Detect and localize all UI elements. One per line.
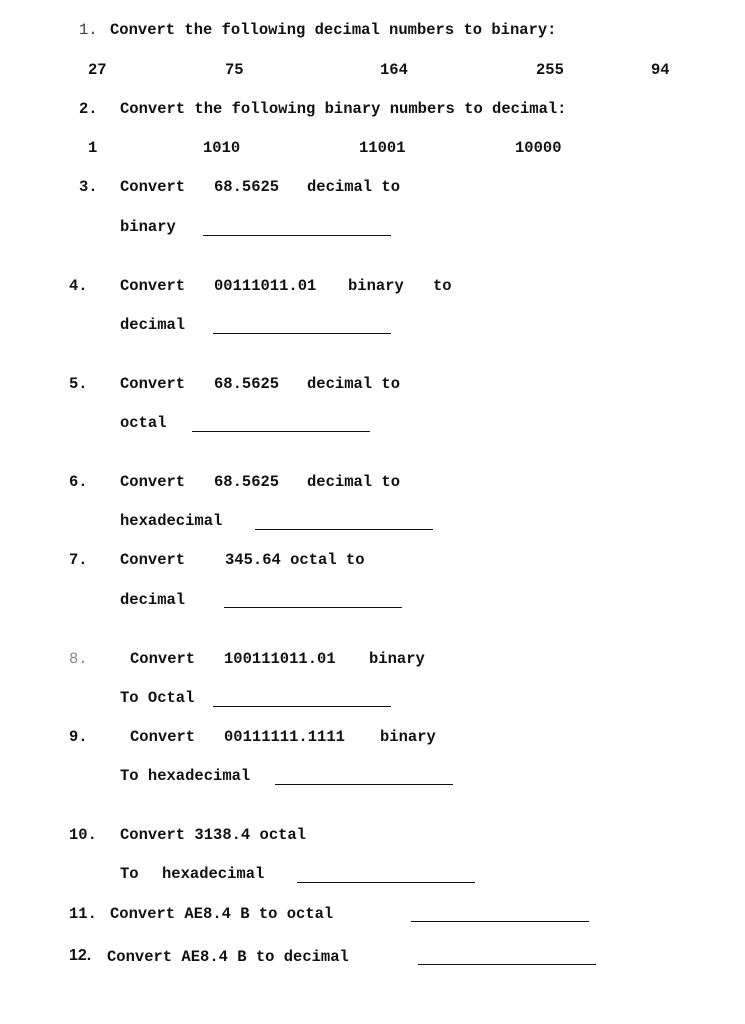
q12-number: 12.: [69, 947, 92, 964]
q7-line2: decimal: [120, 591, 186, 609]
q6-line2: hexadecimal: [120, 512, 223, 530]
q1-value: 94: [651, 61, 670, 79]
q6-word: 68.5625: [214, 473, 280, 491]
q4-word: Convert: [120, 277, 186, 295]
q9-answer-blank[interactable]: [275, 784, 453, 785]
q2-number: 2.: [79, 100, 98, 118]
q7-word: 345.64 octal to: [225, 551, 365, 569]
q1-value: 75: [225, 61, 244, 79]
q8-word: Convert: [130, 650, 196, 668]
q2-value: 10000: [515, 139, 562, 157]
q5-number: 5.: [69, 375, 88, 393]
q10-line2: hexadecimal: [162, 865, 265, 883]
q1-value: 27: [88, 61, 107, 79]
q10-answer-blank[interactable]: [297, 882, 475, 883]
q4-number: 4.: [69, 277, 88, 295]
q9-number: 9.: [69, 728, 88, 746]
q1-value: 255: [536, 61, 564, 79]
q8-answer-blank[interactable]: [213, 706, 391, 707]
q2-value: 11001: [359, 139, 406, 157]
q5-answer-blank[interactable]: [192, 431, 370, 432]
q6-word: decimal to: [307, 473, 401, 491]
q11-number: 11.: [69, 905, 97, 923]
q4-word: binary: [348, 277, 404, 295]
q5-line2: octal: [120, 414, 167, 432]
q7-number: 7.: [69, 551, 88, 569]
q8-line2: To Octal: [120, 689, 195, 707]
q5-word: Convert: [120, 375, 186, 393]
q2-value: 1: [88, 139, 98, 157]
q6-number: 6.: [69, 473, 88, 491]
q6-answer-blank[interactable]: [255, 529, 433, 530]
q1-text: Convert the following decimal numbers to binary:: [110, 21, 557, 39]
q4-word: to: [433, 277, 452, 295]
q8-number: 8.: [69, 650, 88, 668]
q8-word: binary: [369, 650, 425, 668]
q2-value: 1010: [203, 139, 241, 157]
q1-value: 164: [380, 61, 408, 79]
q2-text: Convert the following binary numbers to decimal:: [120, 100, 567, 118]
q4-word: 00111011.01: [214, 277, 317, 295]
q9-line2: To hexadecimal: [120, 767, 251, 785]
q11-text: Convert AE8.4 B to octal: [110, 905, 334, 923]
q3-word: decimal to: [307, 178, 401, 196]
q3-number: 3.: [79, 178, 98, 196]
q10-line2: To: [120, 865, 139, 883]
q4-line2: decimal: [120, 316, 186, 334]
q9-word: binary: [380, 728, 436, 746]
q12-text: Convert AE8.4 B to decimal: [107, 948, 349, 966]
q3-word: Convert: [120, 178, 186, 196]
q6-word: Convert: [120, 473, 186, 491]
q8-word: 100111011.01: [224, 650, 336, 668]
q5-word: 68.5625: [214, 375, 280, 393]
q1-number: 1.: [79, 21, 98, 39]
q9-word: 00111111.1111: [224, 728, 345, 746]
q7-word: Convert: [120, 551, 186, 569]
q3-word: 68.5625: [214, 178, 280, 196]
q5-word: decimal to: [307, 375, 401, 393]
q7-answer-blank[interactable]: [224, 607, 402, 608]
q10-number: 10.: [69, 826, 97, 844]
q11-answer-blank[interactable]: [411, 921, 589, 922]
q12-answer-blank[interactable]: [418, 964, 596, 965]
q3-line2: binary: [120, 218, 176, 236]
q3-answer-blank[interactable]: [203, 235, 391, 236]
q10-word: Convert 3138.4 octal: [120, 826, 307, 844]
q9-word: Convert: [130, 728, 196, 746]
q4-answer-blank[interactable]: [213, 333, 391, 334]
